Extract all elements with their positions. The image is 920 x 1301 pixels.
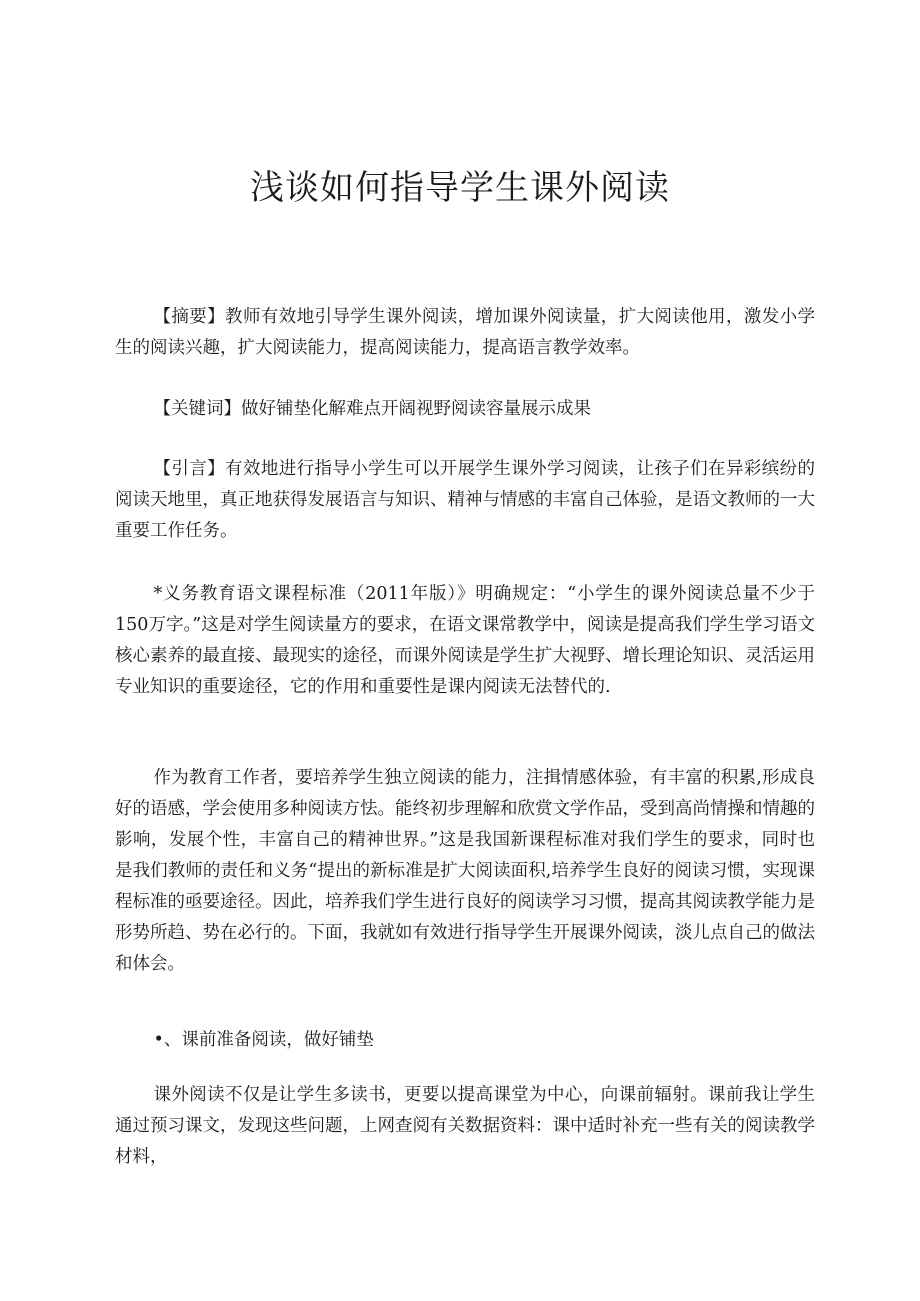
curriculum-standard-paragraph: *义务教育语文课程标准（2011年版）》明确规定：“小学生的课外阅读总量不少于150万字。”这是对学生阅读量方的要求，在语文课常教学中，阅读是提高我们学生学习语文核心素养的最直接、最现实的途径，而课外阅读是学生扩大视野、增长理论知识、灵活运用专业知识的重要途径，它的作用和重要性是课内阅读无法替代的. (115, 584, 815, 697)
introduction-paragraph: 【引言】有效地进行指导小学生可以开展学生课外学习阅读，让孩子们在异彩缤纷的阅读天地里，真正地获得发展语言与知识、精神与情感的丰富自己体验，是语文教师的一大重要工作任务。 (115, 459, 815, 541)
section-heading: •、课前准备阅读，做好铺垫 (153, 1030, 374, 1050)
document-title: 浅谈如何指导学生课外阅读 (250, 168, 670, 208)
keywords-paragraph: 【关键词】做好铺垫化解难点开阔视野阅读容量展示成果 (153, 399, 591, 419)
abstract-paragraph: 【摘要】教师有效地引导学生课外阅读，增加课外阅读量，扩大阅读他用，激发小学生的阅读兴趣，扩大阅读能力，提高阅读能力，提高语言教学效率。 (115, 307, 815, 358)
section-paragraph: 课外阅读不仅是让学生多读书，更要以提高课堂为中心，向课前辐射。课前我让学生通过预习课文，发现这些问题，上网查阅有关数据资料：课中适时补充一些有关的阅读教学材料， (115, 1085, 815, 1167)
teacher-role-paragraph: 作为教育工作者，要培养学生独立阅读的能力，注揖情感体验，有丰富的积累,形成良好的语感，学会使用多种阅读方怯。能终初步理解和欣赏文学作品，受到高尚情操和情趣的影响，发展个性，丰富自己的精神世界。”这是我国新课程标准对我们学生的要求，同时也是我们教师的责任和义务“提出的新标准是扩大阅读面积,培养学生良好的阅读习惯，实现课程标准的亟要途径。因此，培养我们学生进行良好的阅读学习习惯，提高其阅读教学能力是形势所趋、势在必行的。下面，我就如有效进行指导学生开展课外阅读，淡儿点自己的做法和体会。 (115, 768, 815, 974)
